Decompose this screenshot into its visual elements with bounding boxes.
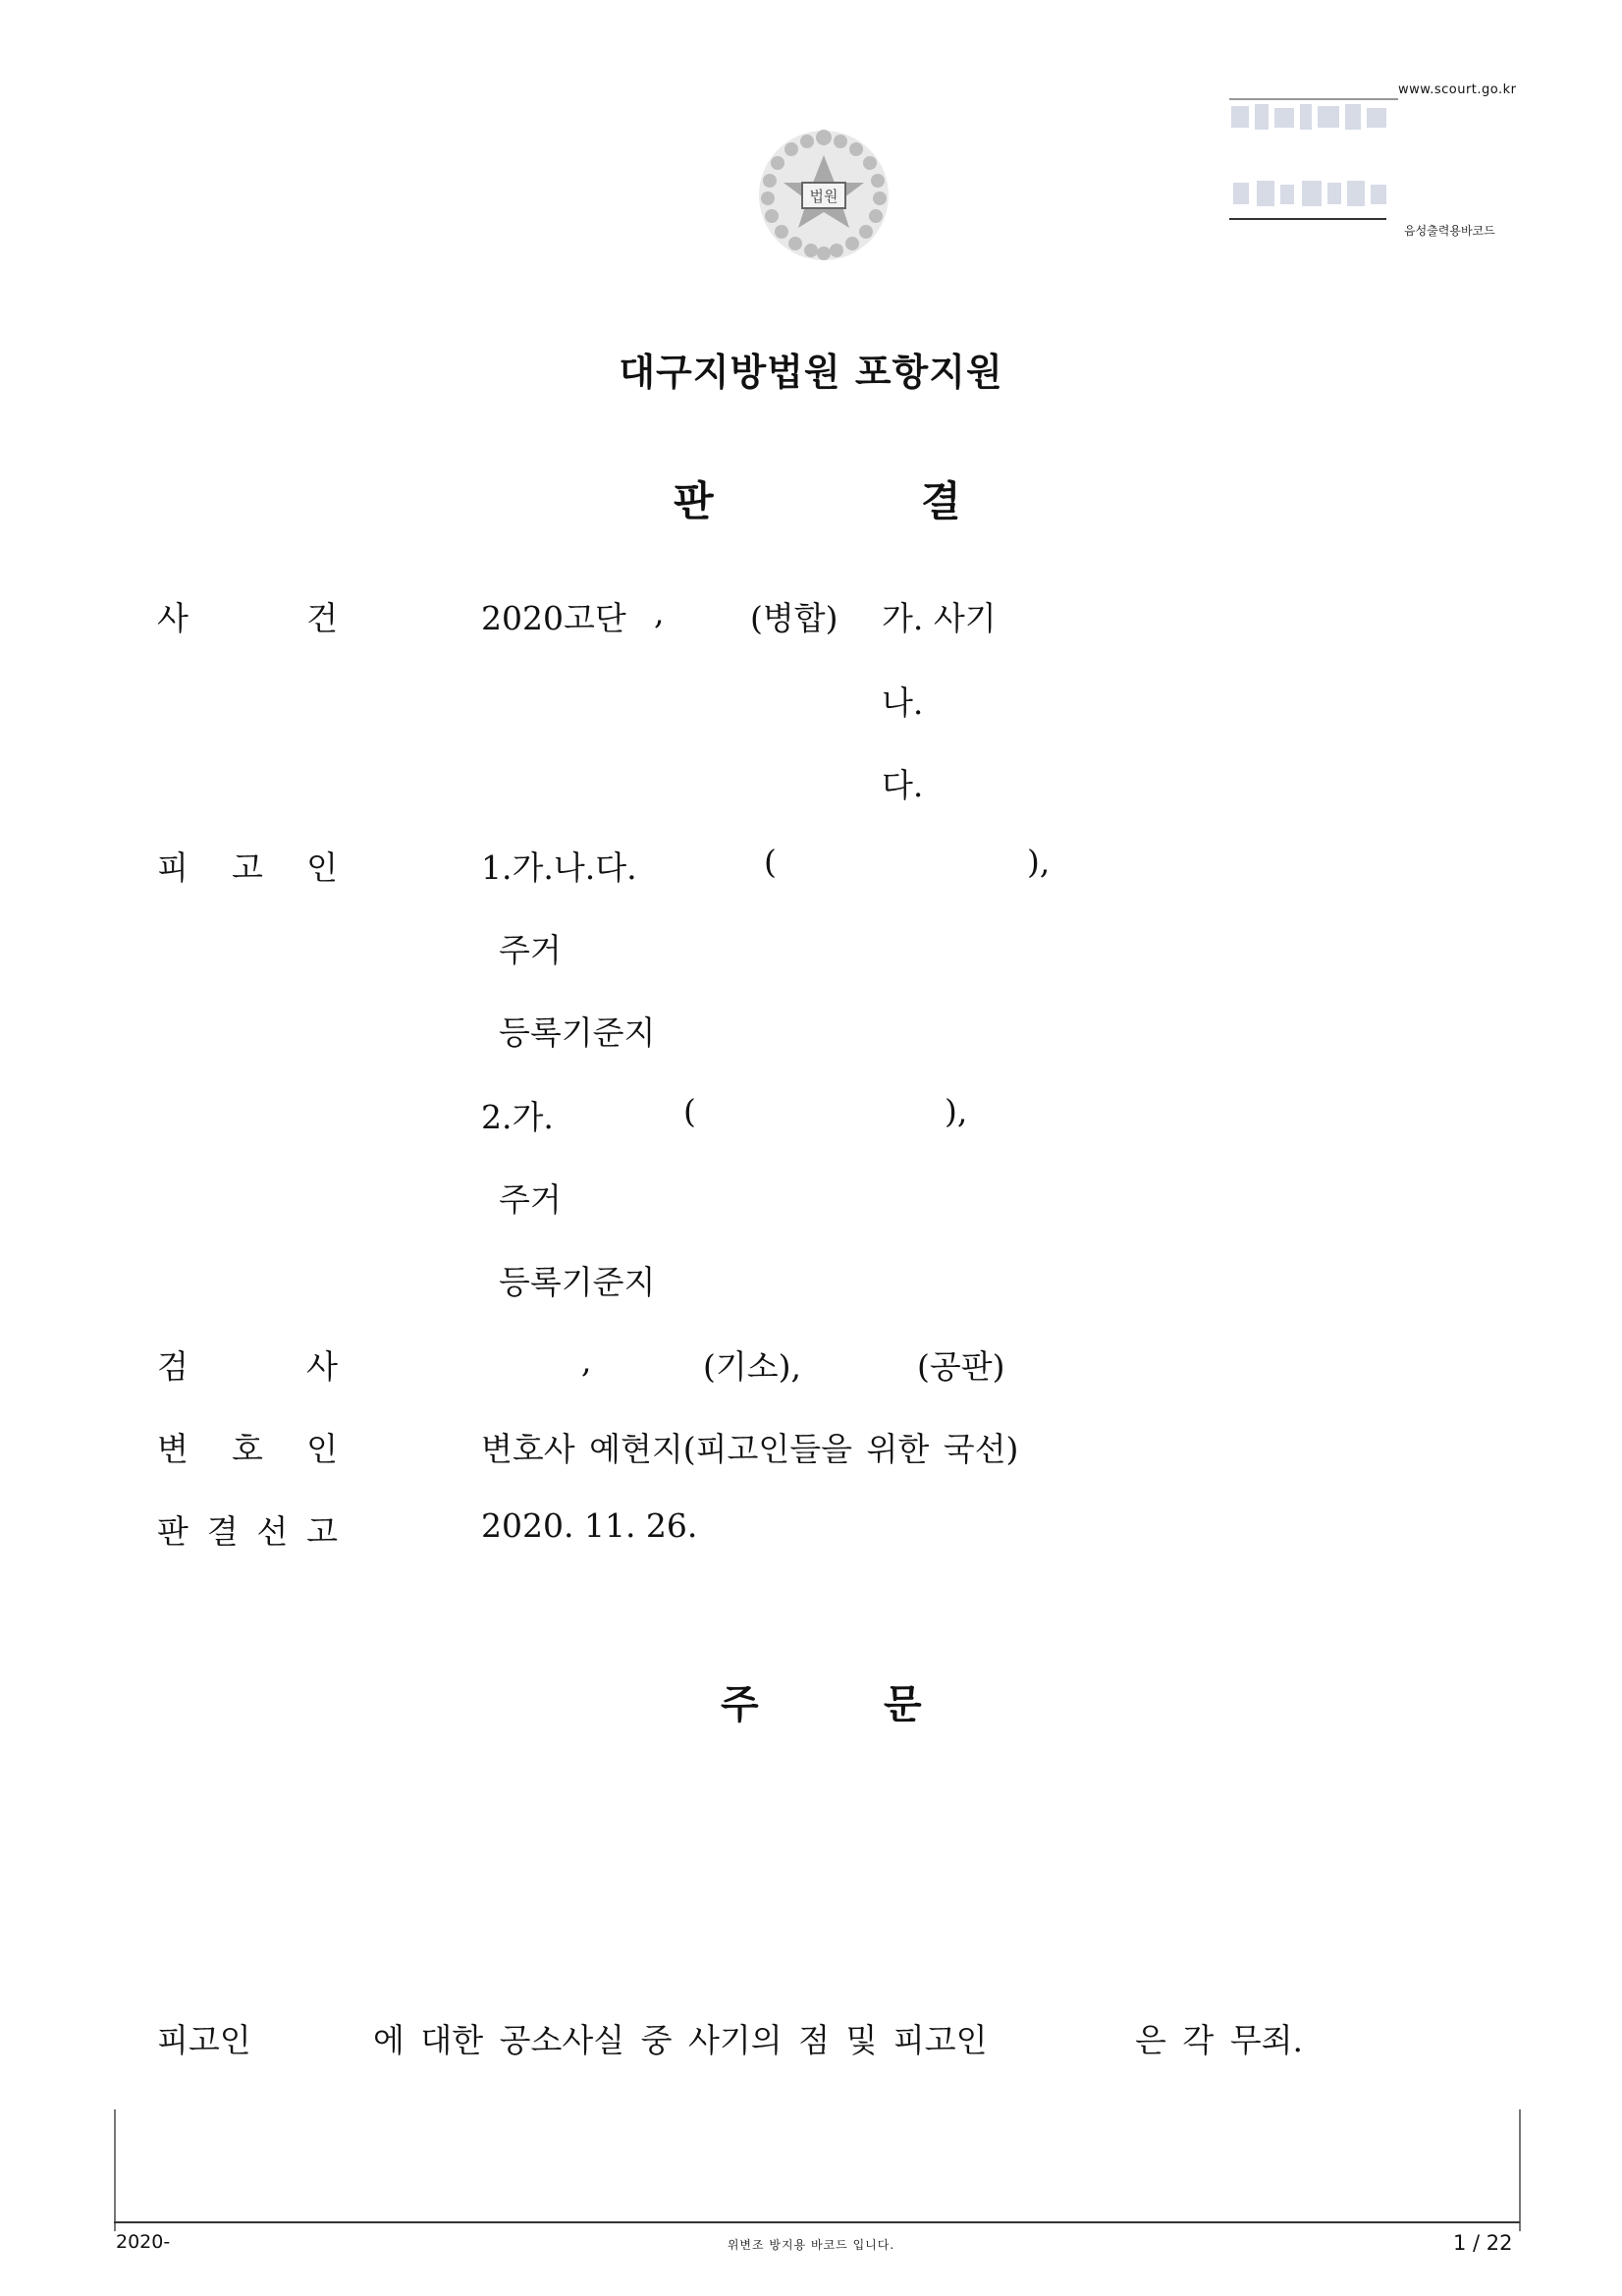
barcode-label: 음성출력용바코드	[1404, 224, 1495, 238]
doc-title-char-1: 판	[674, 477, 714, 525]
prosecutor-trial: (공판)	[917, 1347, 1005, 1386]
defendant-2-open-paren: (	[683, 1092, 696, 1130]
page-number: 1 / 22	[1453, 2231, 1513, 2255]
footer-case-number: 2020-	[116, 2231, 171, 2253]
defendant-1-close-paren: ),	[1027, 843, 1051, 881]
label-char: 호	[232, 1430, 263, 1468]
order-title-char-1: 주	[721, 1682, 759, 1727]
defendant-2-close-paren: ),	[945, 1092, 968, 1130]
court-url: www.scourt.go.kr	[1398, 82, 1517, 97]
charge-b: 나.	[882, 683, 924, 722]
label-char: 변	[157, 1430, 189, 1468]
label-char: 선	[256, 1512, 289, 1551]
label-char: 피	[157, 848, 189, 887]
prosecutor-label	[157, 1341, 338, 1388]
label-char: 인	[306, 1430, 338, 1468]
doc-title-char-2: 결	[921, 477, 961, 525]
verdict-defendant-label: 피고인	[157, 2021, 251, 2059]
court-name: 대구지방법원 포항지원	[619, 351, 1003, 394]
defendant-2-registry-label: 등록기준지	[499, 1263, 656, 1301]
order-title-char-2: 문	[884, 1682, 922, 1727]
svg-text:법원: 법원	[809, 188, 838, 205]
label-char: 고	[232, 848, 263, 887]
label-char: 판	[157, 1512, 189, 1551]
case-comma: ,	[654, 593, 665, 631]
footer-barcode-note: 위변조 방지용 바코드 입니다.	[727, 2238, 895, 2252]
prosecutor-indict: (기소),	[703, 1347, 801, 1386]
label-char: 고	[306, 1512, 338, 1551]
verdict-end: 은 각 무죄.	[1135, 2021, 1303, 2059]
case-merged: (병합)	[750, 599, 838, 637]
charge-c: 다.	[882, 766, 924, 804]
label-char: 결	[206, 1512, 239, 1551]
label-char: 사	[157, 599, 189, 637]
defendant-1-registry-label: 등록기준지	[499, 1013, 656, 1052]
sentence-date-label	[157, 1506, 338, 1553]
counsel-label	[157, 1424, 338, 1470]
case-label	[157, 593, 338, 639]
footer-base-rule	[114, 2221, 1520, 2223]
counsel-value: 변호사 예현지(피고인들을 위한 국선)	[481, 1430, 1019, 1468]
label-char: 건	[306, 599, 338, 637]
label-char: 사	[306, 1347, 338, 1386]
defendant-1-name: 1.가.나.다.	[481, 848, 637, 887]
barcode-bottom-rule	[1229, 218, 1386, 220]
defendant-1-residence-label: 주거	[499, 931, 562, 969]
label-char: 인	[306, 848, 338, 887]
voice-barcode	[1229, 100, 1398, 220]
prosecutor-comma: ,	[581, 1341, 592, 1380]
defendant-label	[157, 843, 338, 889]
case-number: 2020고단	[481, 599, 626, 637]
footer-right-rule	[1519, 2109, 1521, 2231]
defendant-1-open-paren: (	[764, 843, 777, 881]
charge-a: 가. 사기	[882, 599, 997, 637]
court-seal	[754, 126, 893, 265]
label-char: 검	[157, 1347, 189, 1386]
verdict-middle: 에 대한 공소사실 중 사기의 점 및 피고인	[373, 2021, 988, 2059]
defendant-2-residence-label: 주거	[499, 1180, 562, 1219]
sentence-date-value: 2020. 11. 26.	[481, 1506, 698, 1545]
footer-left-rule	[114, 2109, 116, 2231]
defendant-2-name: 2.가.	[481, 1098, 554, 1136]
